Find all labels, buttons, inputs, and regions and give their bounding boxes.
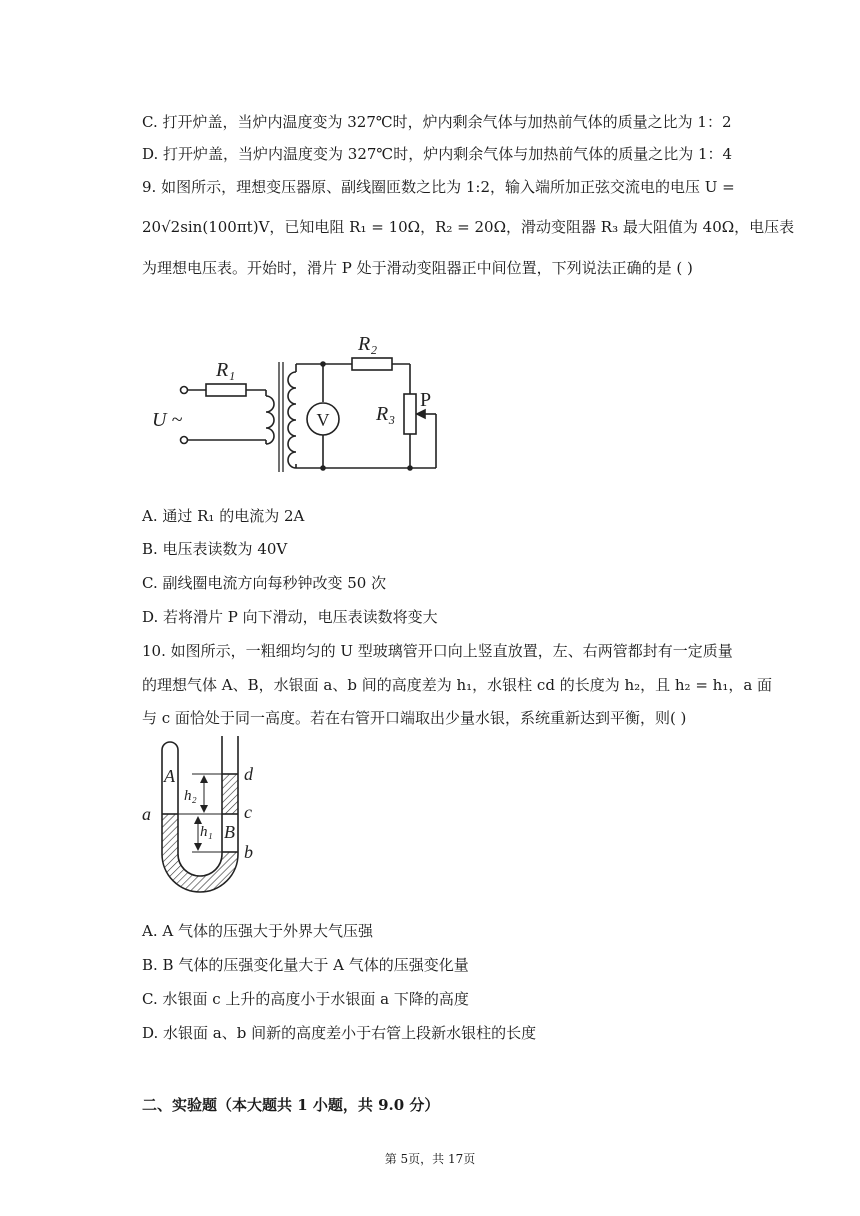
voltmeter-label: V — [316, 410, 330, 430]
q9-option-d: D. 若将滑片 P 向下滑动，电压表读数将变大 — [142, 608, 438, 626]
r2-label: R₂ — [358, 333, 378, 355]
surface-c-label: c — [244, 802, 252, 822]
gas-b-label: B — [224, 822, 235, 842]
q10-option-d: D. 水银面 a、b 间新的高度差小于右管上段新水银柱的长度 — [142, 1024, 537, 1042]
page-footer: 第 5页，共 17页 — [384, 1152, 476, 1166]
surface-a-label: a — [142, 804, 151, 824]
q10-u-tube-diagram — [140, 736, 270, 912]
q9-circuit-diagram — [140, 322, 450, 482]
section-heading-experiment: 二、实验题（本大题共 1 小题，共 9.0 分） — [142, 1096, 440, 1114]
q10-stem-line2: 的理想气体 A、B，水银面 a、b 间的高度差为 h₁，水银柱 cd 的长度为 h₂，且 h₂ = h₁，a 面 — [142, 676, 773, 694]
q10-option-a: A. A 气体的压强大于外界大气压强 — [142, 922, 373, 940]
q8-option-c: C. 打开炉盖，当炉内温度变为 327℃时，炉内剩余气体与加热前气体的质量之比为 1：2 — [142, 113, 732, 131]
gas-a-label: A — [164, 766, 175, 786]
r1-label: R₁ — [216, 359, 236, 381]
q10-stem-line3: 与 c 面恰处于同一高度。若在右管开口端取出少量水银，系统重新达到平衡，则( ) — [142, 709, 687, 727]
r3-label: R₃ — [376, 403, 396, 425]
q9-option-a: A. 通过 R₁ 的电流为 2A — [142, 507, 305, 525]
q9-stem-line2: 20√2sin(100πt)V，已知电阻 R₁ = 10Ω，R₂ = 20Ω，滑动变阻器 R₃ 最大阻值为 40Ω，电压表 — [142, 218, 795, 236]
q8-option-d: D. 打开炉盖，当炉内温度变为 327℃时，炉内剩余气体与加热前气体的质量之比为 1：4 — [142, 145, 733, 163]
q9-option-c: C. 副线圈电流方向每秒钟改变 50 次 — [142, 574, 387, 592]
u-label: U ~ — [152, 409, 183, 431]
q10-option-b: B. B 气体的压强变化量大于 A 气体的压强变化量 — [142, 956, 469, 974]
q10-stem-line1: 10. 如图所示，一粗细均匀的 U 型玻璃管开口向上竖直放置，左、右两管都封有一定质量 — [142, 642, 733, 660]
h2-label: h₂ — [184, 788, 197, 804]
h1-label: h₁ — [200, 824, 213, 840]
q9-stem-line1: 9. 如图所示，理想变压器原、副线圈匝数之比为 1:2，输入端所加正弦交流电的电压 U = — [142, 178, 735, 196]
slider-p-label: P — [420, 389, 432, 411]
surface-b-label: b — [244, 842, 253, 862]
q9-option-b: B. 电压表读数为 40V — [142, 540, 288, 558]
surface-d-label: d — [244, 764, 253, 784]
q10-option-c: C. 水银面 c 上升的高度小于水银面 a 下降的高度 — [142, 990, 469, 1008]
q9-stem-line3: 为理想电压表。开始时，滑片 P 处于滑动变阻器正中间位置，下列说法正确的是 ( ) — [142, 259, 693, 277]
